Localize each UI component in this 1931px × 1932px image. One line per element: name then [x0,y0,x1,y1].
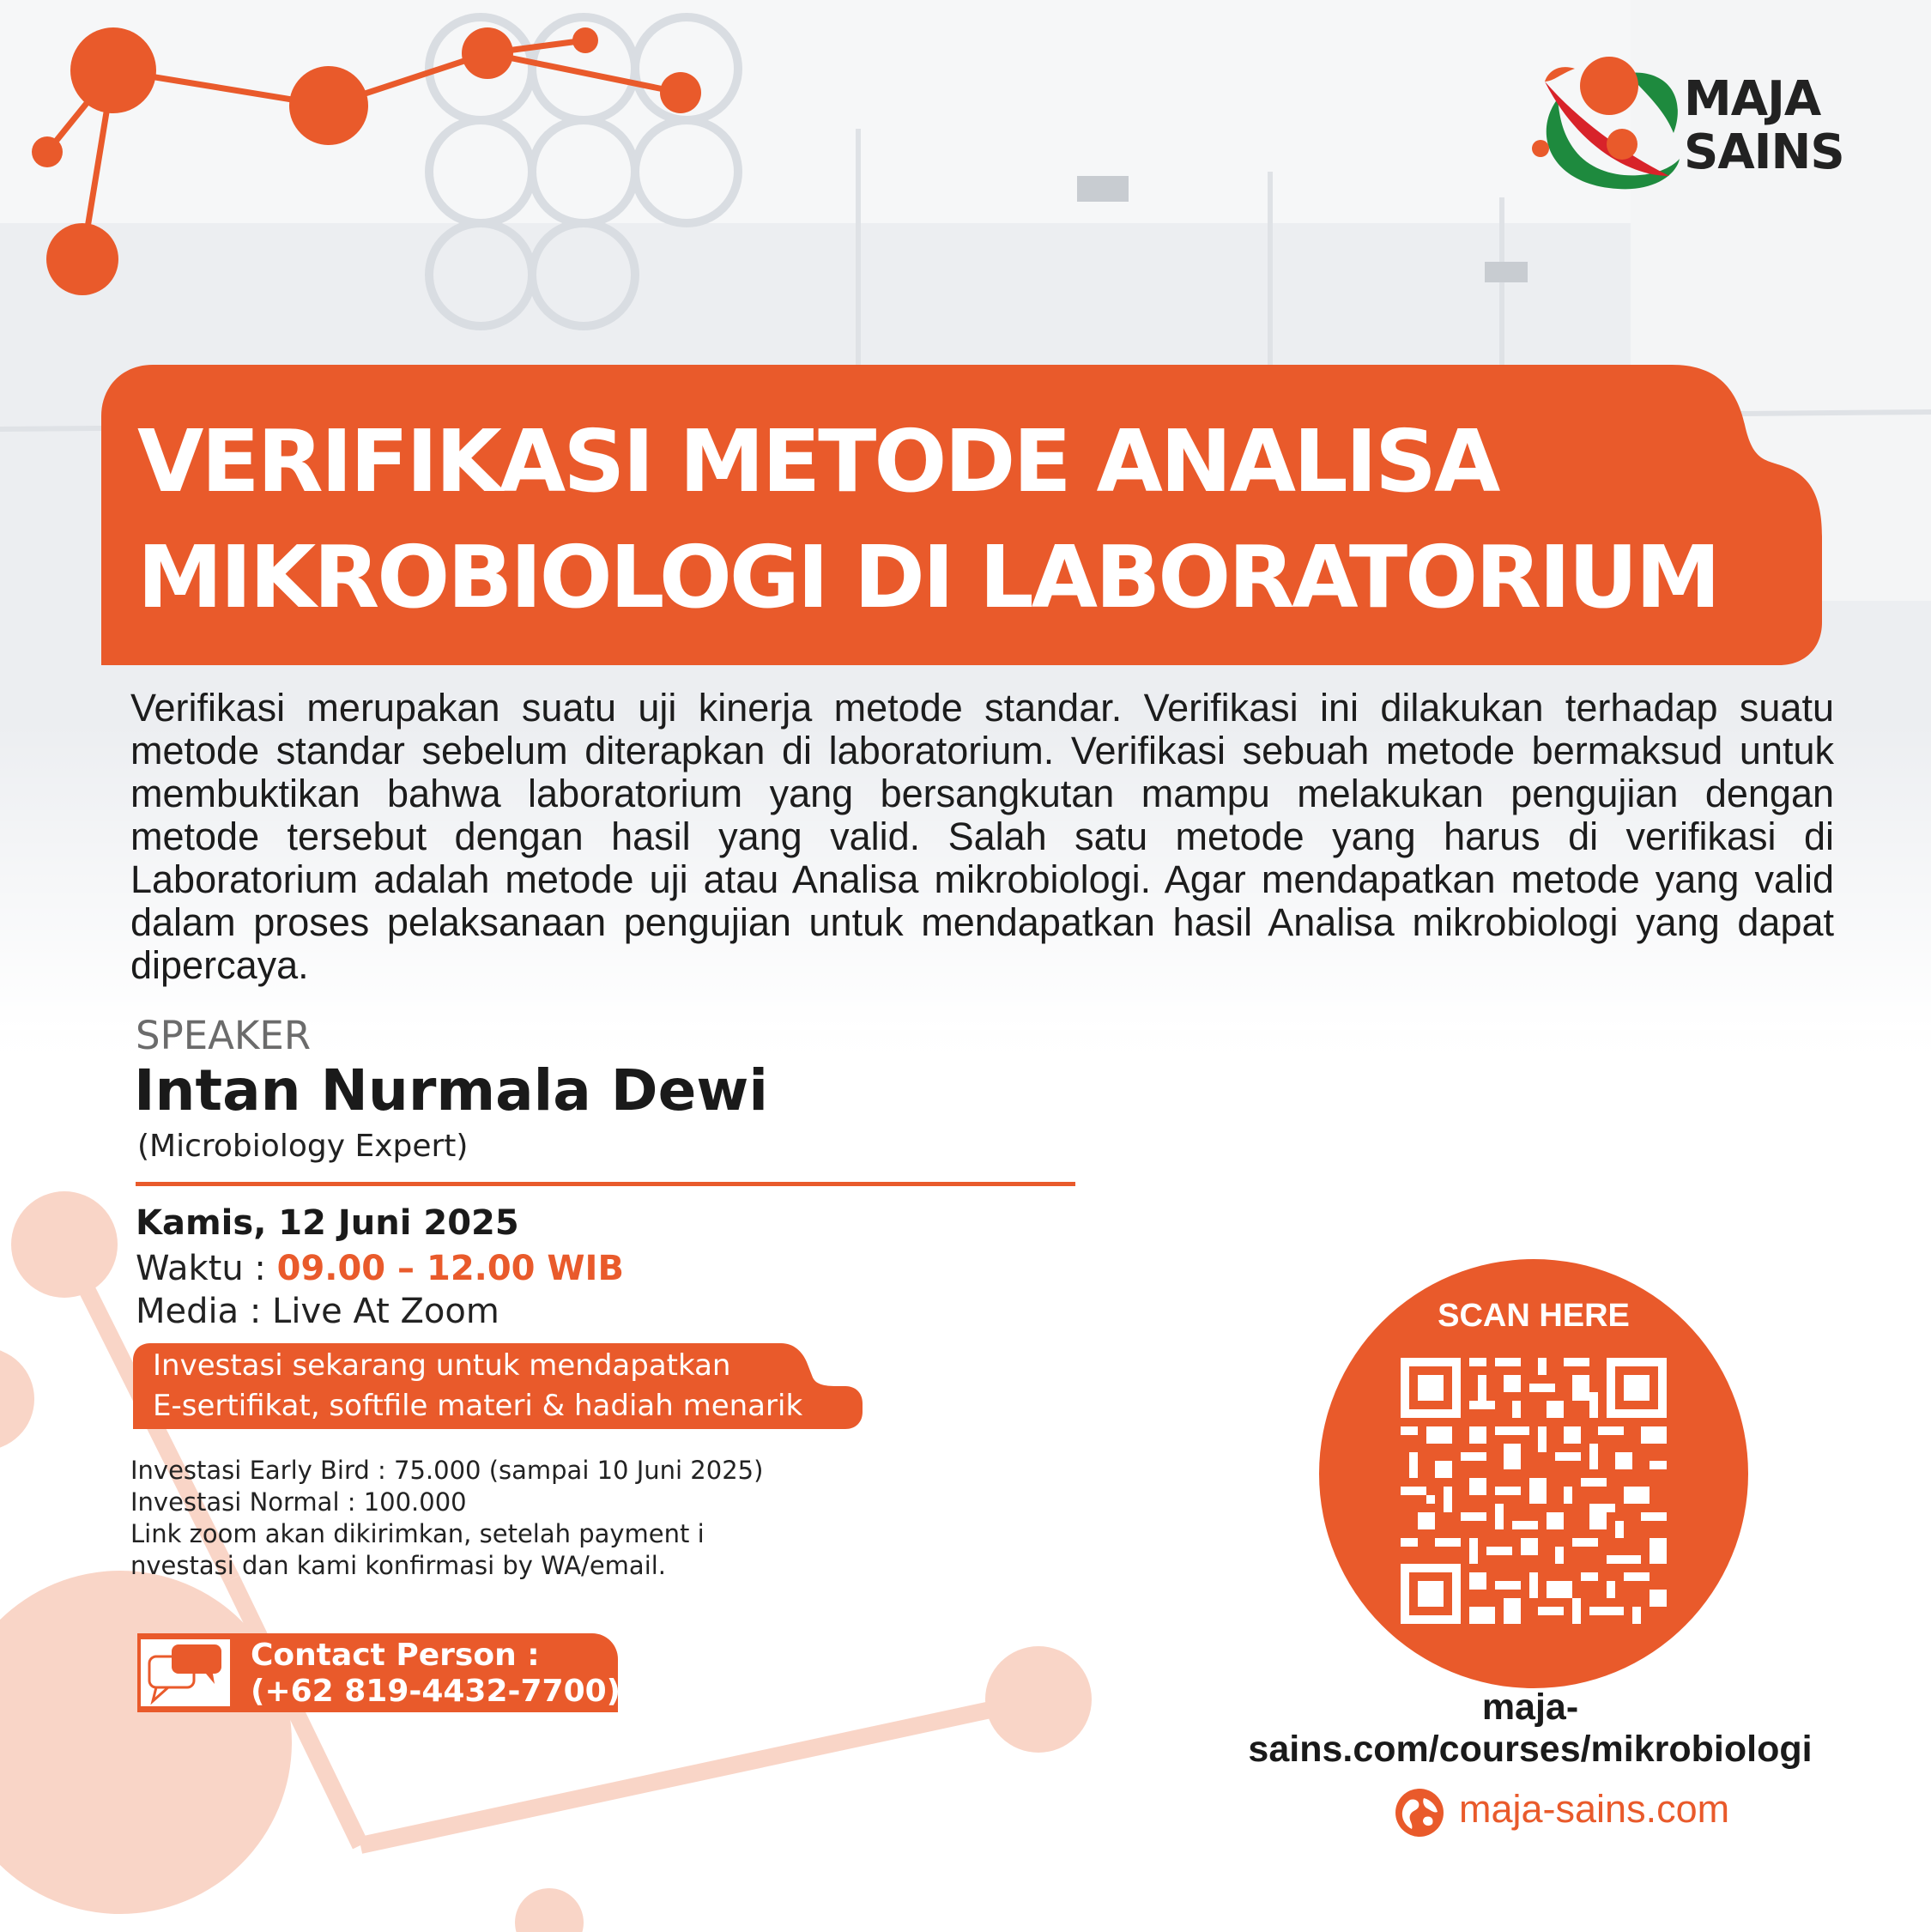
event-media: Media : Live At Zoom [136,1292,499,1331]
event-date: Kamis, 12 Juni 2025 [136,1203,519,1243]
speaker-role: (Microbiology Expert) [137,1129,469,1164]
logo-line1: MAJA [1684,71,1821,127]
qr-code[interactable] [1401,1358,1667,1624]
event-time [136,1249,624,1288]
title-line2: MIKROBIOLOGI DI LABORATORIUM [137,527,1719,627]
maja-sains-logo-icon [1523,47,1686,202]
time-label: Waktu : [136,1249,277,1288]
chat-icon [146,1641,227,1705]
pricing-info [130,1455,763,1582]
description-paragraph: Verifikasi merupakan suatu uji kinerja metode standar. Verifikasi ini dilakukan terhadap suatu metode standar sebelum diterapkan di laboratorium. Verifikasi sebuah metode bermaksud untuk membuktikan bahwa laboratorium yang bersangkutan mampu melakukan pengujian dengan metode tersebut dengan hasil yang valid. Salah satu metode yang harus di verifikasi di Laboratorium adalah metode uji atau Analisa mikrobiologi. Agar mendapatkan metode yang valid dalam proses pelaksanaan pengujian untuk mendapatkan hasil Analisa mikrobiologi yang dapat dipercaya. [130,686,1834,987]
divider-line [136,1182,1075,1186]
time-value: 09.00 – 12.00 WIB [276,1249,624,1288]
website-link[interactable]: maja-sains.com [1459,1787,1730,1831]
title-line1: VERIFIKASI METODE ANALISA [137,411,1498,512]
scan-here-label: SCAN HERE [1438,1298,1630,1334]
speaker-name: Intan Nurmala Dewi [134,1057,768,1123]
speaker-label: SPEAKER [136,1013,312,1058]
contact-text [251,1638,620,1710]
brand-logo-text [1684,73,1844,179]
contact-phone[interactable]: (+62 819-4432-7700) [251,1674,621,1709]
early-bird-price: Investasi Early Bird : 75.000 (sampai 10 Juni 2025) [130,1456,764,1485]
zoom-note-line2: nvestasi dan kami konfirmasi by WA/email. [130,1551,667,1580]
zoom-note-line1: Link zoom akan dikirimkan, setelah payment i [130,1519,705,1548]
molecule-decoration-top [0,0,729,309]
contact-label: Contact Person : [251,1638,540,1673]
promo-line2: E-sertifikat, softfile materi & hadiah menarik [153,1389,803,1423]
page-title [137,403,1811,635]
promo-text [153,1346,802,1426]
normal-price: Investasi Normal : 100.000 [130,1487,467,1517]
globe-icon [1395,1788,1444,1838]
logo-line2: SAINS [1684,124,1844,180]
promo-line1: Investasi sekarang untuk mendapatkan [153,1348,731,1383]
course-url[interactable]: maja-sains.com/courses/mikrobiologi [1248,1687,1813,1770]
